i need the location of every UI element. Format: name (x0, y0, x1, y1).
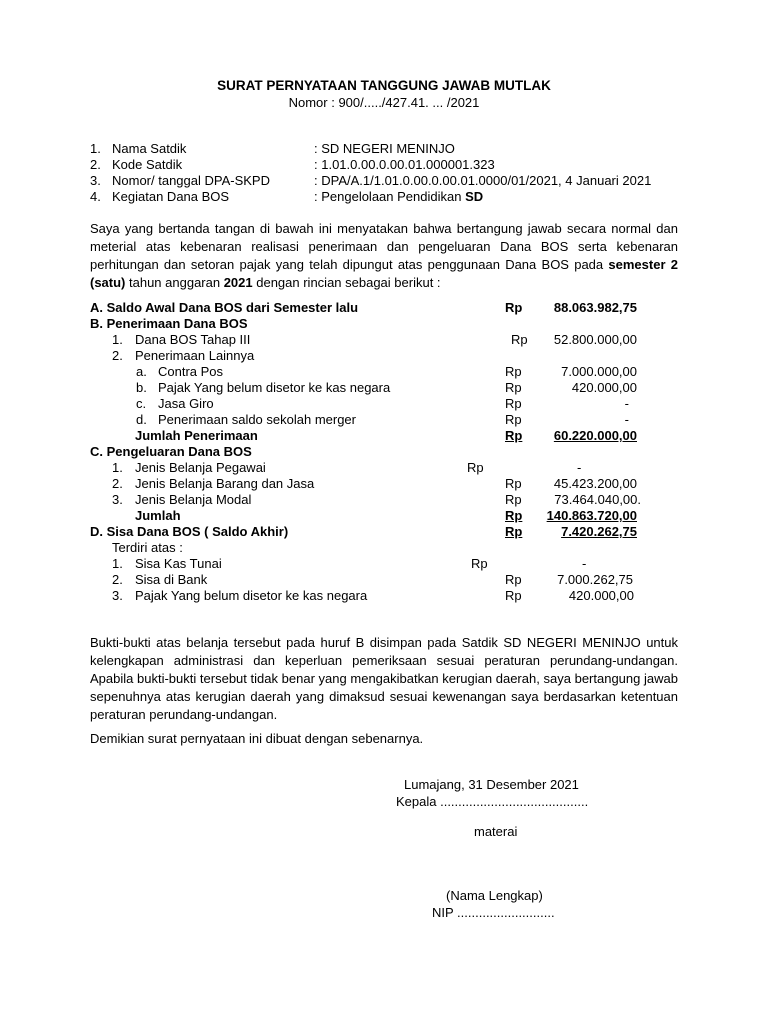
item-label: Jenis Belanja Barang dan Jasa (135, 476, 315, 491)
document-title: SURAT PERNYATAAN TANGGUNG JAWAB MUTLAK (217, 78, 551, 93)
item-label: Sisa di Bank (135, 572, 208, 587)
currency-label: Rp (505, 428, 523, 443)
subitem-label: Jasa Giro (158, 396, 214, 411)
currency-label: Rp (505, 524, 523, 539)
identity-no: 3. (90, 173, 101, 188)
currency-label: Rp (505, 508, 523, 523)
closing-paragraph: Bukti-bukti atas belanja tersebut pada huruf B disimpan pada Satdik SD NEGERI MENINJO untuk kelengkapan administrasi dan keperluan pemeriksaan sesuai peraturan perundang-undangan. Apabila bukti-bukti tersebut tidak benar yang mengakibatkan kerugian daerah, saya bertangung jawab sepenuhnya atas kerugian daerah yang dimaksud sesuai kewenangan saya berdasarkan ketentuan peraturan perundang-undangan. (90, 635, 678, 722)
amount-value: 420.000,00 (571, 380, 637, 395)
currency-label: Rp (471, 556, 488, 571)
currency-label: Rp (511, 332, 528, 347)
item-no: 2. (112, 348, 123, 363)
currency-label: Rp (505, 300, 523, 315)
subitem-no: b. (136, 380, 147, 395)
amount-value: 7.000.262,75 (557, 572, 633, 587)
place-date: Lumajang, 31 Desember 2021 (404, 777, 579, 792)
currency-label: Rp (505, 364, 522, 379)
materai-label: materai (474, 824, 518, 839)
item-no: 1. (112, 332, 123, 347)
breakdown-label: Terdiri atas : (112, 540, 183, 555)
subitem-no: a. (136, 364, 147, 379)
signatory-name: (Nama Lengkap) (446, 888, 543, 903)
identity-no: 4. (90, 189, 101, 204)
amount-value: 7.420.262,75 (561, 524, 637, 539)
subitem-label: Pajak Yang belum disetor ke kas negara (158, 380, 391, 395)
item-label: Sisa Kas Tunai (135, 556, 222, 571)
item-label: Pajak Yang belum disetor ke kas negara (135, 588, 368, 603)
amount-value: 73.464.040,00. (554, 492, 641, 507)
section-b-label: B. Penerimaan Dana BOS (90, 316, 248, 331)
subitem-no: d. (136, 412, 147, 427)
subitem-label: Contra Pos (158, 364, 224, 379)
identity-no: 2. (90, 157, 101, 172)
identity-no: 1. (90, 141, 101, 156)
identity-label: Kode Satdik (112, 157, 183, 172)
section-a-label: A. Saldo Awal Dana BOS dari Semester lalu (90, 300, 359, 315)
section-d-label: D. Sisa Dana BOS ( Saldo Akhir) (90, 524, 289, 539)
position-title: Kepala ......................................... (396, 794, 589, 809)
section-c-label: C. Pengeluaran Dana BOS (90, 444, 252, 459)
amount-value: 88.063.982,75 (553, 300, 637, 315)
total-expenses-label: Jumlah (135, 508, 181, 523)
item-no: 1. (112, 556, 123, 571)
amount-value: 60.220.000,00 (553, 428, 637, 443)
item-no: 2. (112, 476, 123, 491)
subitem-no: c. (136, 396, 147, 411)
identity-value: : DPA/A.1/1.01.0.00.0.00.01.0000/01/2021, 4 Januari 2021 (314, 173, 652, 188)
currency-label: Rp (505, 476, 522, 491)
amount-value: - (577, 460, 582, 475)
total-receipts-label: Jumlah Penerimaan (135, 428, 258, 443)
closing-statement: Demikian surat pernyataan ini dibuat dengan sebenarnya. (90, 731, 424, 746)
identity-value: : 1.01.0.00.0.00.01.000001.323 (314, 157, 495, 172)
amount-value: 140.863.720,00 (546, 508, 637, 523)
identity-label: Nama Satdik (112, 141, 187, 156)
item-label: Dana BOS Tahap III (135, 332, 251, 347)
intro-paragraph: Saya yang bertanda tangan di bawah ini menyatakan bahwa bertangung jawab secara normal dan meterial atas kebenaran realisasi penerimaan dan pengeluaran Dana BOS serta kebenaran perhitungan dan setoran pajak yang telah dipungut atas penggunaan Dana BOS pada semester 2 (satu) tahun anggaran 2021 dengan rincian sebagai berikut : (90, 221, 678, 290)
currency-label: Rp (505, 588, 522, 603)
amount-value: 7.000.000,00 (561, 364, 637, 379)
item-label: Jenis Belanja Modal (135, 492, 252, 507)
currency-label: Rp (505, 492, 522, 507)
item-label: Jenis Belanja Pegawai (135, 460, 266, 475)
currency-label: Rp (505, 396, 522, 411)
amount-value: - (624, 412, 629, 427)
item-label: Penerimaan Lainnya (135, 348, 255, 363)
item-no: 3. (112, 588, 123, 603)
subitem-label: Penerimaan saldo sekolah merger (158, 412, 356, 427)
identity-label: Kegiatan Dana BOS (112, 189, 230, 204)
item-no: 2. (112, 572, 123, 587)
currency-label: Rp (505, 380, 522, 395)
amount-value: - (582, 556, 587, 571)
signatory-nip: NIP ........................... (432, 905, 555, 920)
identity-value: : Pengelolaan Pendidikan SD (314, 189, 484, 204)
identity-value: : SD NEGERI MENINJO (314, 141, 455, 156)
currency-label: Rp (505, 412, 522, 427)
amount-value: 45.423.200,00 (553, 476, 637, 491)
amount-value: - (624, 396, 629, 411)
amount-value: 52.800.000,00 (553, 332, 637, 347)
item-no: 1. (112, 460, 123, 475)
document-number: Nomor : 900/...../427.41. ... /2021 (288, 95, 480, 110)
currency-label: Rp (505, 572, 522, 587)
amount-value: 420.000,00 (568, 588, 634, 603)
item-no: 3. (112, 492, 123, 507)
identity-label: Nomor/ tanggal DPA-SKPD (112, 173, 270, 188)
currency-label: Rp (467, 460, 484, 475)
